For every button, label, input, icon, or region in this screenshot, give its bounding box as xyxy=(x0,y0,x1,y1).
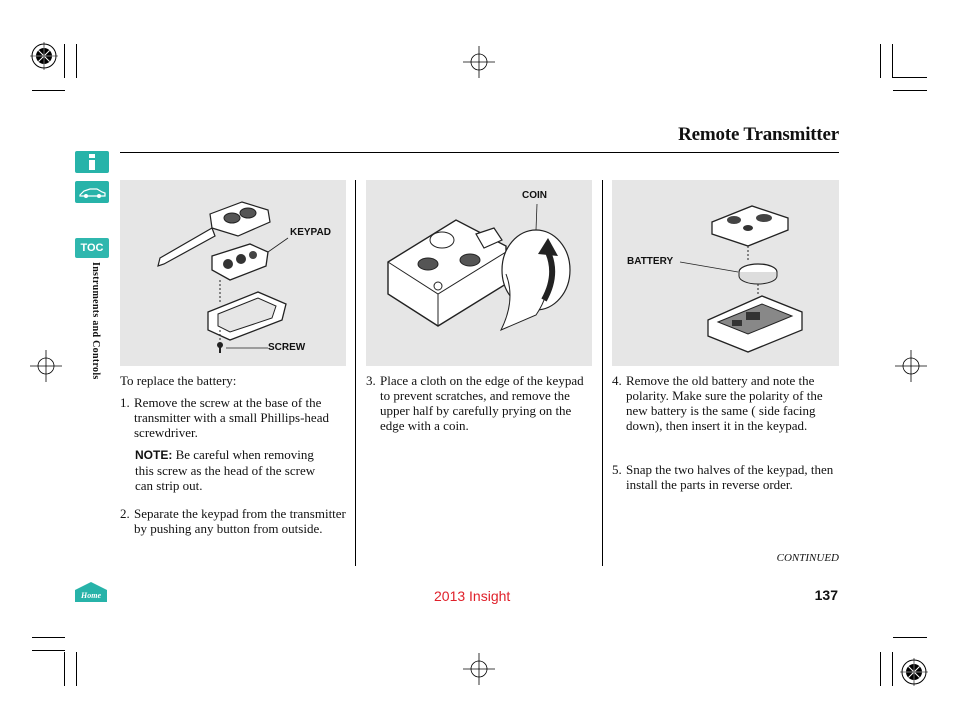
registration-target-bottom-right xyxy=(900,658,928,686)
keypad-exploded-illustration xyxy=(120,180,346,366)
section-label: Instruments and Controls xyxy=(90,262,101,380)
step-text: Snap the two halves of the keypad, then install the parts in reverse order. xyxy=(626,462,834,492)
keypad-label: KEYPAD xyxy=(290,227,331,238)
car-icon xyxy=(75,181,109,203)
step-number: 1. xyxy=(120,395,130,410)
registration-target-top-left xyxy=(30,42,58,70)
step-number: 2. xyxy=(120,506,130,521)
info-icon xyxy=(75,151,109,173)
vehicle-button[interactable] xyxy=(75,181,109,203)
step-number: 3. xyxy=(366,373,376,388)
page-number: 137 xyxy=(814,587,838,603)
intro-text: To replace the battery: xyxy=(120,373,237,388)
screw-label: SCREW xyxy=(268,342,306,353)
step-text: Remove the screw at the base of the transmitter with a small Phillips-head screwdriver. xyxy=(134,395,329,440)
crosshair-top xyxy=(463,46,495,78)
step-3 xyxy=(366,373,594,433)
title-divider xyxy=(120,152,839,153)
crosshair-right xyxy=(895,350,927,382)
crosshair-left xyxy=(30,350,62,382)
battery-label: BATTERY xyxy=(627,256,674,267)
figure-coin-pry xyxy=(366,180,592,366)
page-title: Remote Transmitter xyxy=(678,124,839,145)
toc-button[interactable]: TOC xyxy=(75,238,109,258)
column-divider xyxy=(355,180,356,566)
home-button[interactable] xyxy=(73,580,109,604)
model-footer[interactable]: 2013 Insight xyxy=(434,588,511,604)
note-text: Be careful when removing this screw as the head of the screw can strip out. xyxy=(135,447,316,493)
step-number: 4. xyxy=(612,373,622,388)
step-number: 5. xyxy=(612,462,622,477)
step-4 xyxy=(612,373,836,433)
step-text: Place a cloth on the edge of the keypad to prevent scratches, and remove the upper half by carefully prying on the edge with a coin. xyxy=(380,373,584,433)
home-icon xyxy=(73,580,109,604)
home-label: Home xyxy=(81,591,101,600)
step-text: Separate the keypad from the transmitter by pushing any button from outside. xyxy=(134,506,346,536)
info-button[interactable] xyxy=(75,151,109,173)
figure-keypad-screw xyxy=(120,180,346,366)
crosshair-bottom xyxy=(463,653,495,685)
coin-label: COIN xyxy=(522,190,547,201)
note xyxy=(135,447,333,493)
step-text: Remove the old battery and note the polarity. Make sure the polarity of the new battery is the same ( side facing down), then insert it in the keypad. xyxy=(626,373,823,433)
note-label: NOTE: xyxy=(135,448,173,462)
step-2 xyxy=(120,506,348,536)
continued-marker: CONTINUED xyxy=(776,552,839,564)
coin-pry-illustration xyxy=(366,180,592,366)
battery-exploded-illustration xyxy=(612,180,839,366)
figure-battery xyxy=(612,180,839,366)
step-5 xyxy=(612,462,840,492)
step-1 xyxy=(120,395,338,440)
column-divider xyxy=(602,180,603,566)
